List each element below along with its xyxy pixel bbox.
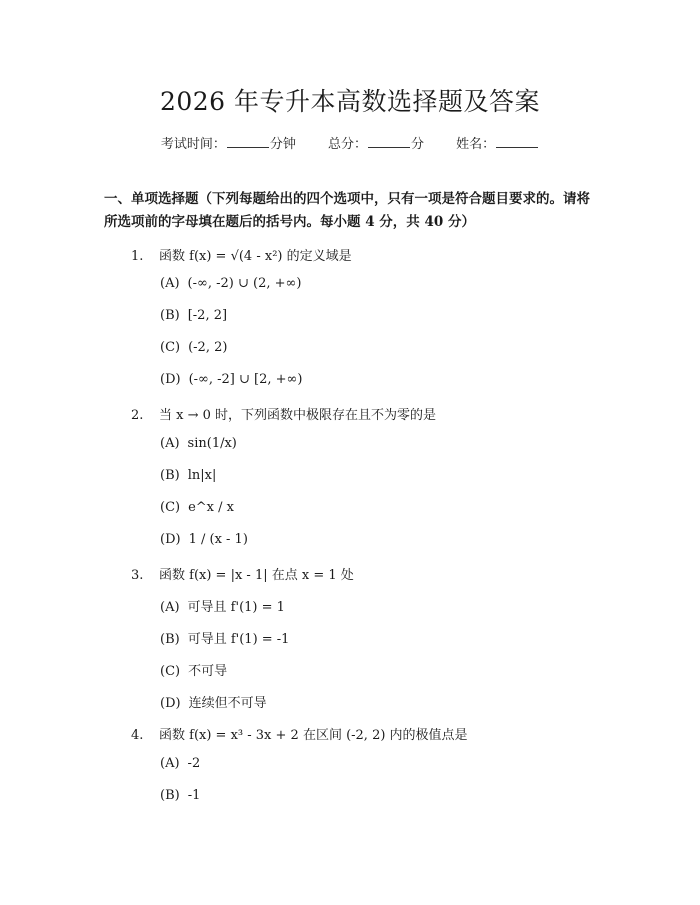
- document-title: 2026 年专升本高数选择题及答案: [159, 87, 541, 116]
- option-label: (B): [160, 788, 180, 803]
- option-label: (C): [160, 340, 181, 355]
- exam-info-line: [0, 133, 700, 152]
- question-text: 函数 f(x) = |x - 1| 在点 x = 1 处: [159, 568, 354, 583]
- option-text: (-∞, -2) ∪ (2, +∞): [187, 276, 302, 291]
- option-label: (A): [160, 600, 180, 615]
- question-4: [131, 724, 468, 743]
- option-label: (D): [160, 372, 181, 387]
- name-blank[interactable]: [496, 135, 538, 148]
- question-2-option-a[interactable]: [160, 436, 237, 451]
- question-2-option-c[interactable]: [160, 500, 234, 515]
- exam-time-field: [161, 133, 296, 152]
- question-number: 1.: [131, 249, 144, 264]
- question-2-option-b[interactable]: [160, 468, 216, 483]
- question-text: 函数 f(x) = √(4 - x²) 的定义域是: [159, 249, 352, 264]
- question-2-option-d[interactable]: [160, 532, 248, 547]
- option-text: [-2, 2]: [187, 308, 228, 323]
- total-score-unit: 分: [411, 137, 425, 152]
- option-text: (-2, 2): [188, 340, 228, 355]
- option-text: 可导且 f'(1) = -1: [187, 632, 290, 647]
- question-number: 3.: [131, 568, 144, 583]
- option-label: (B): [160, 468, 180, 483]
- total-score-label: 总分：: [327, 137, 367, 152]
- option-label: (B): [160, 632, 180, 647]
- question-1-option-c[interactable]: [160, 340, 227, 355]
- question-3-option-d[interactable]: [160, 692, 267, 711]
- question-1: [131, 245, 352, 264]
- question-number: 4.: [131, 728, 144, 743]
- exam-time-blank[interactable]: [227, 135, 269, 148]
- question-1-option-d[interactable]: [160, 372, 302, 387]
- question-3-option-b[interactable]: [160, 628, 289, 647]
- question-number: 2.: [131, 408, 144, 423]
- option-text: ln|x|: [187, 468, 217, 483]
- option-text: 不可导: [188, 664, 228, 679]
- exam-time-label: 考试时间：: [160, 137, 226, 152]
- question-4-option-a[interactable]: [160, 756, 200, 771]
- option-label: (C): [160, 500, 181, 515]
- option-text: 连续但不可导: [188, 696, 267, 711]
- question-3-option-a[interactable]: [160, 596, 285, 615]
- option-text: 1 / (x - 1): [188, 532, 248, 547]
- name-label: 姓名：: [456, 137, 496, 152]
- question-2: [131, 404, 436, 423]
- option-label: (A): [160, 756, 180, 771]
- question-3: [131, 564, 354, 583]
- option-text: -1: [187, 788, 201, 803]
- option-label: (C): [160, 664, 181, 679]
- option-text: e^x / x: [188, 500, 234, 515]
- name-field: [456, 133, 539, 152]
- question-1-option-b[interactable]: [160, 308, 227, 323]
- option-text: (-∞, -2] ∪ [2, +∞): [188, 372, 303, 387]
- option-label: (A): [160, 276, 180, 291]
- option-label: (D): [160, 532, 181, 547]
- option-text: 可导且 f'(1) = 1: [187, 600, 285, 615]
- question-1-option-a[interactable]: [160, 276, 301, 291]
- option-label: (A): [160, 436, 180, 451]
- question-text: 当 x → 0 时，下列函数中极限存在且不为零的是: [159, 408, 437, 423]
- total-score-blank[interactable]: [368, 135, 410, 148]
- question-text: 函数 f(x) = x³ - 3x + 2 在区间 (-2, 2) 内的极值点是: [159, 728, 468, 743]
- section-heading: 一、单项选择题（下列每题给出的四个选项中，只有一项是符合题目要求的。请将所选项前的字母填在题后的括号内。每小题 4 分，共 40 分）: [104, 191, 590, 230]
- question-4-option-b[interactable]: [160, 788, 200, 803]
- option-text: -2: [187, 756, 201, 771]
- total-score-field: [328, 133, 424, 152]
- exam-time-unit: 分钟: [269, 137, 296, 152]
- option-label: (D): [160, 696, 181, 711]
- option-text: sin(1/x): [187, 436, 237, 451]
- question-3-option-c[interactable]: [160, 660, 227, 679]
- option-label: (B): [160, 308, 180, 323]
